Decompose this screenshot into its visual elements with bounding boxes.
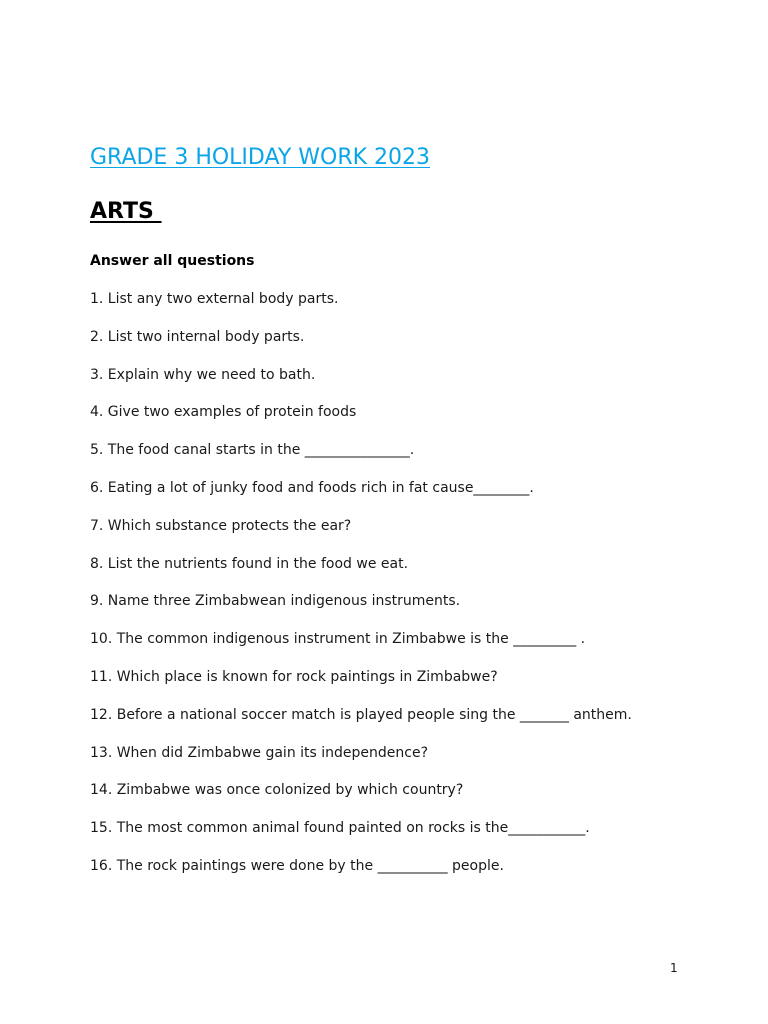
question-item: 7. Which substance protects the ear? (90, 517, 352, 534)
question-item: 10. The common indigenous instrument in Zimbabwe is the _________ . (90, 631, 586, 648)
question-item: 9. Name three Zimbabwean indigenous instruments. (90, 593, 461, 610)
page-number: 1 (670, 961, 678, 975)
question-item: 1. List any two external body parts. (90, 291, 339, 307)
question-item: 2. List two internal body parts. (90, 328, 305, 345)
question-list (90, 290, 632, 895)
question-item: 5. The food canal starts in the _______________. (90, 442, 415, 459)
question-item: 4. Give two examples of protein foods (90, 404, 357, 421)
instruction-text: Answer all questions (90, 253, 255, 269)
question-item: 14. Zimbabwe was once colonized by which country? (90, 782, 464, 799)
question-item: 3. Explain why we need to bath. (90, 366, 316, 383)
question-item: 13. When did Zimbabwe gain its independence? (90, 744, 429, 761)
subject-heading: ARTS (90, 199, 162, 224)
question-item: 11. Which place is known for rock paintings in Zimbabwe? (90, 668, 498, 685)
document-title: GRADE 3 HOLIDAY WORK 2023 (90, 145, 431, 170)
question-item: 8. List the nutrients found in the food we eat. (90, 555, 409, 572)
question-item: 6. Eating a lot of junky food and foods rich in fat cause________. (90, 479, 534, 496)
question-item: 16. The rock paintings were done by the __________ people. (90, 857, 504, 874)
question-item: 12. Before a national soccer match is played people sing the _______ anthem. (90, 706, 632, 723)
question-item: 15. The most common animal found painted on rocks is the___________. (90, 820, 590, 837)
